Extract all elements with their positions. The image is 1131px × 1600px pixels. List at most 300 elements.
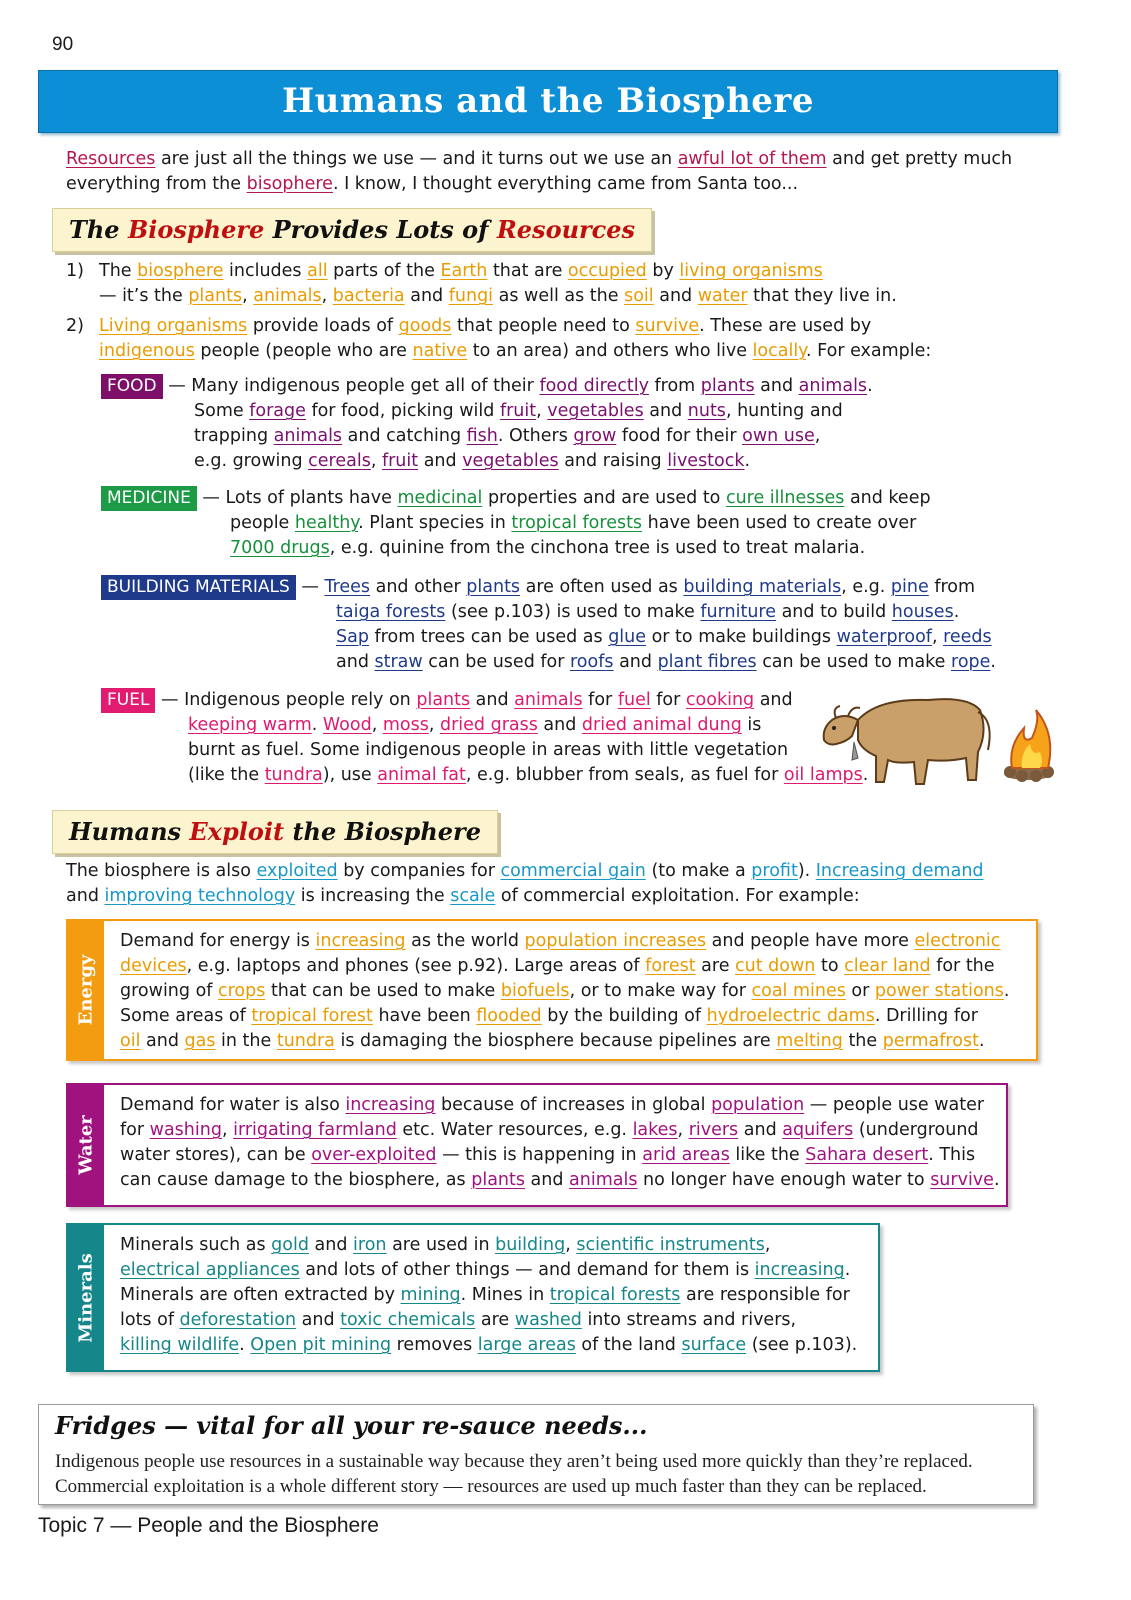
text: . bbox=[744, 451, 751, 471]
text: and bbox=[140, 1031, 185, 1051]
list-item-1 bbox=[99, 259, 897, 309]
term: animals bbox=[798, 376, 868, 396]
text: food for their bbox=[616, 426, 743, 446]
term: pine bbox=[890, 577, 929, 597]
list-number-2: 2) bbox=[66, 316, 84, 336]
text: the Biosphere bbox=[284, 817, 481, 846]
text: from bbox=[928, 577, 976, 597]
text: as well as the bbox=[493, 286, 625, 306]
text: etc. Water resources, e.g. bbox=[396, 1120, 633, 1140]
term: fish bbox=[466, 426, 498, 446]
text: is increasing the bbox=[295, 886, 451, 906]
text: and bbox=[613, 652, 658, 672]
intro-line-1 bbox=[66, 147, 1012, 172]
term: Earth bbox=[440, 261, 488, 281]
term: rope bbox=[951, 652, 991, 672]
text: . bbox=[990, 652, 996, 672]
term: biofuels bbox=[500, 981, 570, 1001]
text: are responsible for bbox=[680, 1285, 850, 1305]
fuel-line-2 bbox=[188, 713, 868, 738]
text: . bbox=[993, 1170, 1000, 1190]
text: by bbox=[646, 261, 680, 281]
text: The biosphere is also bbox=[66, 861, 257, 881]
text: and bbox=[754, 376, 799, 396]
text: people bbox=[230, 513, 295, 533]
medicine-line-1 bbox=[101, 486, 931, 511]
text: . Drilling for bbox=[874, 1006, 978, 1026]
text: , bbox=[221, 1120, 234, 1140]
food-line-3 bbox=[194, 424, 843, 449]
text: by companies for bbox=[337, 861, 501, 881]
cow-illustration bbox=[824, 699, 990, 784]
term: lakes bbox=[632, 1120, 678, 1140]
text: for food, picking wild bbox=[305, 401, 500, 421]
text: for bbox=[582, 690, 618, 710]
text: and other bbox=[370, 577, 467, 597]
term: toxic chemicals bbox=[340, 1310, 476, 1330]
text: or bbox=[845, 981, 875, 1001]
text: , bbox=[370, 451, 382, 471]
text: from trees can be used as bbox=[368, 627, 609, 647]
text: . This bbox=[928, 1145, 976, 1165]
term: aquifers bbox=[782, 1120, 854, 1140]
text: have been bbox=[372, 1006, 477, 1026]
term: tropical forests bbox=[511, 513, 643, 533]
term: deforestation bbox=[179, 1310, 297, 1330]
text: includes bbox=[223, 261, 308, 281]
term: mining bbox=[400, 1285, 461, 1305]
text: are often used as bbox=[520, 577, 684, 597]
term: building materials bbox=[683, 577, 842, 597]
minerals-tab-label: Minerals bbox=[75, 1252, 97, 1343]
term: commercial gain bbox=[500, 861, 646, 881]
item2-line-1 bbox=[99, 314, 931, 339]
text: have been used to create over bbox=[642, 513, 917, 533]
medicine-line-2 bbox=[230, 511, 916, 536]
term: power stations bbox=[874, 981, 1004, 1001]
term: water bbox=[697, 286, 748, 306]
building-continuation bbox=[336, 600, 996, 675]
text: ). bbox=[797, 861, 816, 881]
topic-footer: Topic 7 — People and the Biosphere bbox=[38, 1514, 379, 1537]
term: coal mines bbox=[751, 981, 846, 1001]
text: or to make buildings bbox=[646, 627, 837, 647]
text: . I know, I thought everything came from Santa too... bbox=[332, 174, 799, 194]
text: . bbox=[862, 765, 869, 785]
term: irrigating farmland bbox=[233, 1120, 397, 1140]
fuel-label: FUEL bbox=[101, 688, 155, 713]
fuel-line-4 bbox=[188, 763, 868, 788]
term: tundra bbox=[264, 765, 323, 785]
text: Demand for water is also bbox=[120, 1095, 346, 1115]
term: plants bbox=[471, 1170, 525, 1190]
minerals-text bbox=[120, 1233, 857, 1358]
text: . bbox=[867, 376, 873, 396]
text: (to make a bbox=[645, 861, 752, 881]
campfire-illustration bbox=[1004, 710, 1054, 782]
term: increasing bbox=[754, 1260, 845, 1280]
term: keeping warm bbox=[188, 715, 312, 735]
text: , bbox=[814, 426, 821, 446]
text: in the bbox=[215, 1031, 277, 1051]
term: grow bbox=[573, 426, 617, 446]
term: forest bbox=[645, 956, 696, 976]
minerals-box bbox=[66, 1223, 880, 1372]
text: . Mines in bbox=[460, 1285, 550, 1305]
term: Sahara desert bbox=[805, 1145, 929, 1165]
text: , hunting and bbox=[725, 401, 843, 421]
term: Open pit mining bbox=[250, 1335, 392, 1355]
term: plants bbox=[188, 286, 243, 306]
text: Demand for energy is bbox=[120, 931, 316, 951]
text: that people need to bbox=[451, 316, 636, 336]
term: bisophere bbox=[246, 174, 333, 194]
text: — this is happening in bbox=[436, 1145, 643, 1165]
text: and bbox=[336, 652, 375, 672]
term: goods bbox=[398, 316, 452, 336]
list-number-1: 1) bbox=[66, 261, 84, 281]
term: own use bbox=[742, 426, 815, 446]
text: no longer have enough water to bbox=[637, 1170, 931, 1190]
term: devices bbox=[120, 956, 187, 976]
text: . Others bbox=[497, 426, 574, 446]
medicine-continuation bbox=[230, 511, 916, 561]
text: are just all the things we use — and it turns out we use an bbox=[155, 149, 678, 169]
text: are bbox=[695, 956, 736, 976]
term: plant fibres bbox=[657, 652, 757, 672]
term: surface bbox=[681, 1335, 747, 1355]
term: straw bbox=[374, 652, 423, 672]
term: improving technology bbox=[104, 886, 296, 906]
text: , bbox=[536, 401, 548, 421]
text: trapping bbox=[194, 426, 274, 446]
text: the bbox=[842, 1031, 883, 1051]
text: and bbox=[537, 715, 582, 735]
text: is bbox=[741, 715, 762, 735]
energy-line-3 bbox=[120, 979, 1009, 1004]
text: , bbox=[931, 627, 944, 647]
term: animals bbox=[569, 1170, 638, 1190]
summary-box bbox=[38, 1404, 1034, 1505]
term: nuts bbox=[687, 401, 726, 421]
text: . Plant species in bbox=[358, 513, 512, 533]
text: , bbox=[242, 286, 254, 306]
water-text bbox=[120, 1093, 1000, 1193]
water-line-3 bbox=[120, 1143, 1000, 1168]
text: is damaging the biosphere because pipelines are bbox=[334, 1031, 777, 1051]
food-line-1 bbox=[101, 374, 873, 399]
text: into streams and rivers, bbox=[581, 1310, 797, 1330]
term: locally bbox=[752, 341, 807, 361]
cow-and-fire-illustration bbox=[818, 680, 1058, 798]
term: profit bbox=[751, 861, 798, 881]
intro-line-2 bbox=[66, 172, 1012, 197]
minerals-line-2 bbox=[120, 1258, 857, 1283]
text: and people have more bbox=[706, 931, 915, 951]
building-line-1 bbox=[101, 575, 975, 600]
fuel-line-1 bbox=[101, 688, 793, 713]
term: all bbox=[307, 261, 328, 281]
page-number: 90 bbox=[52, 34, 74, 55]
text: that they live in. bbox=[747, 286, 897, 306]
text: for bbox=[120, 1120, 150, 1140]
exploit-line-2 bbox=[66, 884, 984, 909]
energy-text bbox=[120, 929, 1009, 1054]
term: awful lot of them bbox=[677, 149, 827, 169]
food-continuation bbox=[194, 399, 843, 474]
text: (like the bbox=[188, 765, 265, 785]
term: hydroelectric dams bbox=[706, 1006, 875, 1026]
summary-line-2: Commercial exploitation is a whole different story — resources are used up much faster than they can be replaced. bbox=[55, 1476, 927, 1497]
text: and get pretty much bbox=[826, 149, 1013, 169]
text: properties and are used to bbox=[482, 488, 726, 508]
text: like the bbox=[729, 1145, 806, 1165]
minerals-line-1 bbox=[120, 1233, 857, 1258]
section-heading-biosphere-resources bbox=[52, 208, 652, 252]
term: population increases bbox=[524, 931, 707, 951]
text: The bbox=[69, 215, 128, 244]
text: Biosphere bbox=[127, 215, 265, 244]
term: healthy bbox=[294, 513, 359, 533]
term: cooking bbox=[685, 690, 755, 710]
term: occupied bbox=[567, 261, 647, 281]
text: for the bbox=[930, 956, 995, 976]
text: — Lots of plants have bbox=[196, 488, 398, 508]
term: oil bbox=[120, 1031, 141, 1051]
term: livestock bbox=[667, 451, 745, 471]
term: houses bbox=[891, 602, 954, 622]
text: and bbox=[296, 1310, 341, 1330]
term: taiga forests bbox=[336, 602, 446, 622]
text: Provides Lots of bbox=[264, 215, 497, 244]
text: and catching bbox=[342, 426, 467, 446]
term: bacteria bbox=[332, 286, 405, 306]
term: building bbox=[495, 1235, 566, 1255]
minerals-tab bbox=[68, 1225, 104, 1370]
term: soil bbox=[624, 286, 654, 306]
term: vegetables bbox=[462, 451, 559, 471]
term: biosphere bbox=[137, 261, 224, 281]
minerals-line-3 bbox=[120, 1283, 857, 1308]
medicine-line-3 bbox=[230, 536, 916, 561]
energy-tab-label: Energy bbox=[75, 954, 97, 1026]
term: fruit bbox=[499, 401, 537, 421]
text: and bbox=[308, 1235, 354, 1255]
text: people (people who are bbox=[194, 341, 413, 361]
food-line-4 bbox=[194, 449, 843, 474]
term: animals bbox=[514, 690, 583, 710]
term: flooded bbox=[476, 1006, 542, 1026]
summary-text bbox=[55, 1449, 973, 1499]
term: population bbox=[711, 1095, 805, 1115]
text: — bbox=[295, 577, 325, 597]
term: gas bbox=[184, 1031, 216, 1051]
term: tropical forest bbox=[251, 1006, 373, 1026]
text: . These are used by bbox=[699, 316, 872, 336]
text: that are bbox=[487, 261, 568, 281]
text: are bbox=[475, 1310, 515, 1330]
text: , bbox=[428, 715, 440, 735]
term: increasing bbox=[315, 931, 406, 951]
text: — it’s the bbox=[99, 286, 189, 306]
term: crops bbox=[218, 981, 266, 1001]
term: melting bbox=[776, 1031, 843, 1051]
summary-line-1: Indigenous people use resources in a sustainable way because they aren’t being used more quickly than they’re replaced. bbox=[55, 1451, 973, 1472]
term: electronic bbox=[914, 931, 1001, 951]
text: and bbox=[524, 1170, 570, 1190]
building-line-3 bbox=[336, 625, 996, 650]
term: survive bbox=[930, 1170, 994, 1190]
text: and bbox=[653, 286, 698, 306]
text: . bbox=[844, 1260, 851, 1280]
fuel-line-3 bbox=[188, 738, 868, 763]
water-tab bbox=[68, 1085, 104, 1205]
energy-line-5 bbox=[120, 1029, 1009, 1054]
text: can be used for bbox=[422, 652, 570, 672]
text: and bbox=[470, 690, 515, 710]
text: for bbox=[650, 690, 686, 710]
text: growing of bbox=[120, 981, 218, 1001]
water-line-4 bbox=[120, 1168, 1000, 1193]
term: iron bbox=[353, 1235, 387, 1255]
term: increasing bbox=[345, 1095, 436, 1115]
text: , bbox=[764, 1235, 771, 1255]
item1-line-1 bbox=[99, 259, 897, 284]
text: and bbox=[404, 286, 449, 306]
text: Exploit bbox=[189, 817, 285, 846]
text: and bbox=[754, 690, 793, 710]
text: and raising bbox=[558, 451, 668, 471]
text: , or to make way for bbox=[569, 981, 752, 1001]
intro-paragraph bbox=[66, 147, 1012, 197]
exploit-line-1 bbox=[66, 859, 984, 884]
term: vegetables bbox=[547, 401, 644, 421]
text: (see p.103). bbox=[746, 1335, 858, 1355]
term: large areas bbox=[477, 1335, 576, 1355]
text: . For example: bbox=[806, 341, 932, 361]
term: 7000 drugs bbox=[230, 538, 330, 558]
term: washing bbox=[149, 1120, 222, 1140]
text: of the land bbox=[575, 1335, 682, 1355]
term: killing wildlife bbox=[120, 1335, 240, 1355]
term: scientific instruments bbox=[576, 1235, 765, 1255]
term: exploited bbox=[256, 861, 338, 881]
term: Sap bbox=[336, 627, 369, 647]
text: , e.g. laptops and phones (see p.92). Large areas of bbox=[186, 956, 646, 976]
term: tropical forests bbox=[549, 1285, 681, 1305]
fuel-block bbox=[101, 688, 793, 713]
text: , bbox=[321, 286, 333, 306]
water-line-2 bbox=[120, 1118, 1000, 1143]
text: Minerals are often extracted by bbox=[120, 1285, 401, 1305]
text: burnt as fuel. Some indigenous people in areas with little vegetation bbox=[188, 740, 789, 760]
text: that can be used to make bbox=[265, 981, 501, 1001]
energy-tab bbox=[68, 921, 104, 1059]
text: and bbox=[418, 451, 463, 471]
text: , bbox=[677, 1120, 689, 1140]
medicine-block bbox=[101, 486, 931, 511]
text: everything from the bbox=[66, 174, 247, 194]
fuel-continuation bbox=[188, 713, 868, 788]
term: animals bbox=[253, 286, 322, 306]
text: can cause damage to the biosphere, as bbox=[120, 1170, 472, 1190]
text: e.g. growing bbox=[194, 451, 309, 471]
text: and keep bbox=[844, 488, 931, 508]
text: and bbox=[66, 886, 105, 906]
text: lots of bbox=[120, 1310, 180, 1330]
term: fuel bbox=[617, 690, 651, 710]
text: as the world bbox=[405, 931, 525, 951]
term: Wood bbox=[322, 715, 372, 735]
text: ), use bbox=[322, 765, 378, 785]
energy-line-1 bbox=[120, 929, 1009, 954]
text: and to build bbox=[776, 602, 892, 622]
term: animals bbox=[273, 426, 343, 446]
text: , e.g. quinine from the cinchona tree is used to treat malaria. bbox=[329, 538, 866, 558]
text: provide loads of bbox=[247, 316, 399, 336]
term: permafrost bbox=[882, 1031, 979, 1051]
term: dried animal dung bbox=[581, 715, 742, 735]
term: oil lamps bbox=[783, 765, 863, 785]
text: , bbox=[371, 715, 383, 735]
item1-line-2 bbox=[99, 284, 897, 309]
text: — Indigenous people rely on bbox=[155, 690, 417, 710]
text: by the building of bbox=[541, 1006, 707, 1026]
text: Minerals such as bbox=[120, 1235, 272, 1255]
term: arid areas bbox=[642, 1145, 730, 1165]
text: to bbox=[815, 956, 845, 976]
food-block bbox=[101, 374, 873, 399]
text: (underground bbox=[853, 1120, 979, 1140]
text: , e.g. blubber from seals, as fuel for bbox=[465, 765, 784, 785]
term: rivers bbox=[688, 1120, 739, 1140]
term: scale bbox=[450, 886, 496, 906]
term: fruit bbox=[381, 451, 419, 471]
text: . bbox=[953, 602, 960, 622]
building-line-2 bbox=[336, 600, 996, 625]
energy-line-2 bbox=[120, 954, 1009, 979]
summary-title: Fridges — vital for all your re-sauce needs... bbox=[55, 1411, 648, 1440]
text: , bbox=[565, 1235, 577, 1255]
list-item-2 bbox=[99, 314, 931, 364]
text: can be used to make bbox=[756, 652, 952, 672]
term: Trees bbox=[324, 577, 371, 597]
text: Resources bbox=[496, 215, 636, 244]
exploit-paragraph bbox=[66, 859, 984, 909]
text: from bbox=[648, 376, 701, 396]
water-line-1 bbox=[120, 1093, 1000, 1118]
term: survive bbox=[635, 316, 700, 336]
text: water stores), can be bbox=[120, 1145, 312, 1165]
text: — people use water bbox=[804, 1095, 985, 1115]
term: waterproof bbox=[836, 627, 932, 647]
term: tundra bbox=[276, 1031, 335, 1051]
term: washed bbox=[514, 1310, 582, 1330]
term: food directly bbox=[539, 376, 649, 396]
energy-box bbox=[66, 919, 1038, 1061]
text: Some bbox=[194, 401, 250, 421]
term: plants bbox=[416, 690, 471, 710]
building-line-4 bbox=[336, 650, 996, 675]
food-line-2 bbox=[194, 399, 843, 424]
term: forage bbox=[249, 401, 306, 421]
building-block bbox=[101, 575, 975, 600]
term: over-exploited bbox=[311, 1145, 437, 1165]
term: moss bbox=[382, 715, 429, 735]
term: Living organisms bbox=[99, 316, 248, 336]
energy-line-4 bbox=[120, 1004, 1009, 1029]
term: cut down bbox=[735, 956, 816, 976]
